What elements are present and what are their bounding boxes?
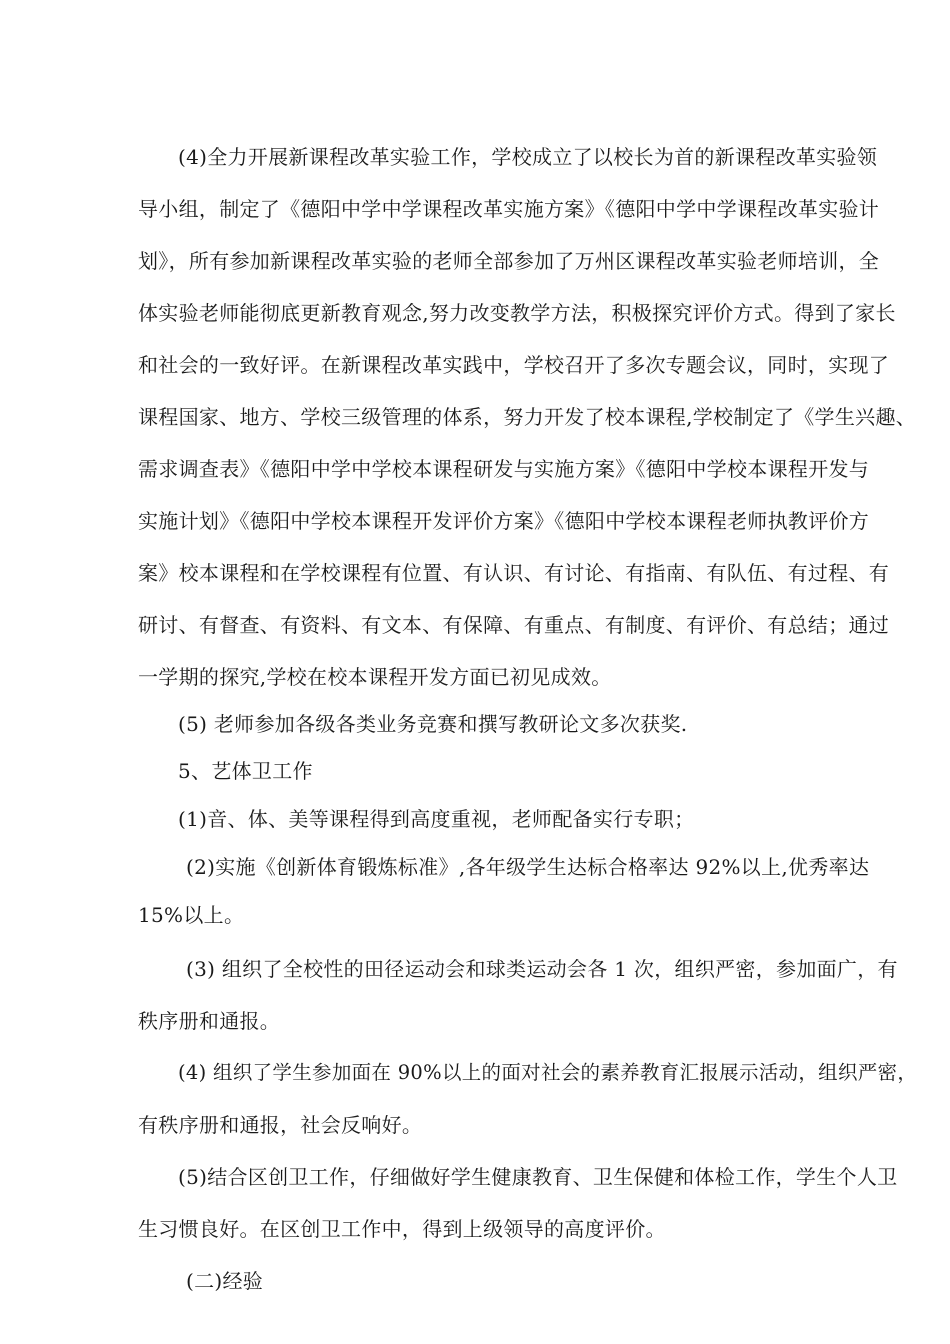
paragraph-line: 体实验老师能彻底更新教育观念,努力改变教学方法，积极探究评价方式。得到了家长 [138, 301, 896, 325]
paragraph-line: 有秩序册和通报，社会反响好。 [138, 1113, 423, 1137]
paragraph-line: (3) 组织了全校性的田径运动会和球类运动会各 1 次，组织严密，参加面广，有 [186, 957, 898, 981]
paragraph-line: 和社会的一致好评。在新课程改革实践中，学校召开了多次专题会议，同时，实现了 [138, 353, 890, 377]
paragraph-line: 生习惯良好。在区创卫工作中，得到上级领导的高度评价。 [138, 1217, 666, 1241]
paragraph-line: (1)音、体、美等课程得到高度重视，老师配备实行专职； [178, 807, 695, 831]
paragraph-line: 秩序册和通报。 [138, 1009, 281, 1033]
paragraph-line: 案》校本课程和在学校课程有位置、有认识、有讨论、有指南、有队伍、有过程、有 [138, 561, 890, 585]
section-heading: (二)经验 [186, 1269, 264, 1293]
paragraph-line: 实施计划》《德阳中学校本课程开发评价方案》《德阳中学校本课程老师执教评价方 [138, 509, 870, 533]
paragraph-line: (4)全力开展新课程改革实验工作，学校成立了以校长为首的新课程改革实验领 [178, 145, 878, 169]
paragraph-line: (4) 组织了学生参加面在 90%以上的面对社会的素养教育汇报展示活动，组织严密， [178, 1061, 918, 1084]
paragraph-line: 研讨、有督查、有资料、有文本、有保障、有重点、有制度、有评价、有总结；通过 [138, 613, 890, 637]
paragraph-line: 15%以上。 [138, 903, 245, 927]
paragraph-line: (5) 老师参加各级各类业务竞赛和撰写教研论文多次获奖. [178, 712, 688, 736]
paragraph-line: (2)实施《创新体育锻炼标准》,各年级学生达标合格率达 92%以上,优秀率达 [186, 855, 870, 879]
section-heading: 5、艺体卫工作 [178, 759, 313, 783]
paragraph-line: (5)结合区创卫工作，仔细做好学生健康教育、卫生保健和体检工作，学生个人卫 [178, 1165, 898, 1189]
paragraph-line: 导小组，制定了《德阳中学中学课程改革实施方案》《德阳中学中学课程改革实验计 [138, 197, 880, 221]
paragraph-line: 划》，所有参加新课程改革实验的老师全部参加了万州区课程改革实验老师培训，全 [138, 249, 880, 273]
paragraph-line: 课程国家、地方、学校三级管理的体系，努力开发了校本课程,学校制定了《学生兴趣、 [138, 405, 917, 429]
paragraph-line: 需求调查表》《德阳中学中学校本课程研发与实施方案》《德阳中学校本课程开发与 [138, 457, 870, 481]
paragraph-line: 一学期的探究,学校在校本课程开发方面已初见成效。 [138, 665, 612, 689]
